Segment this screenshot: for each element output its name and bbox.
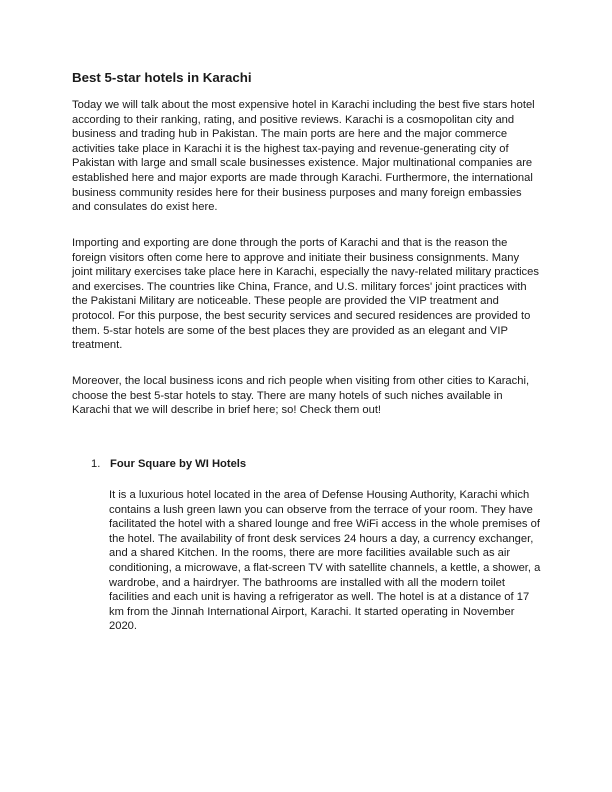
list-item-title: Four Square by WI Hotels — [110, 458, 247, 470]
intro-paragraph: Today we will talk about the most expensive hotel in Karachi including the best five stars hotel according to their ranking, rating, and positive reviews. Karachi is a cosmopolitan city and business and trading hub in Pakistan. The main ports are here and the major commerce activities take place in Karachi it is the highest tax-paying and revenue-generating city of Pakistan with large and small scale businesses existence. Major multinational companies are established here and major exports are made through Karachi. Furthermore, the international business community resides here for their business purposes and many foreign embassies and consulates do exist here. — [72, 99, 535, 214]
import-export-paragraph: Importing and exporting are done through the ports of Karachi and that is the reason the foreign visitors often come here to approve and initiate their business consignments. Many joint military exercises take place here in Karachi, especially the navy-related military practices and exercises. The countries like China, France, and U.S. military forces' joint practices with the Pakistani Military are noticeable. These people are provided the VIP treatment and protocol. For this purpose, the best security services and secured residences are provided to them. 5-star hotels are some of the best places they are provided as an elegant and VIP treatment. — [72, 237, 539, 352]
list-item-heading — [91, 457, 541, 472]
list-item-body: It is a luxurious hotel located in the area of Defense Housing Authority, Karachi which contains a lush green lawn you can observe from the terrace of your room. They have facilitated the hotel with a shared lounge and free WiFi access in the whole premises of the hotel. The availability of front desk services 24 hours a day, a currency exchanger, and a shared Kitchen. In the rooms, there are more facilities available such as air conditioning, a microwave, a flat-screen TV with satellite channels, a kettle, a shower, a wardrobe, and a hairdryer. The bathrooms are installed with all the modern toilet facilities and each unit is having a refrigerator as well. The hotel is at a distance of 17 km from the Jinnah International Airport, Karachi. It started operating in November 2020. — [109, 489, 541, 633]
closing-paragraph: Moreover, the local business icons and rich people when visiting from other cities to Karachi, choose the best 5-star hotels to stay. There are many hotels of such niches available in Karachi that we will describe in brief here; so! Check them out! — [72, 375, 530, 417]
page-title: Best 5-star hotels in Karachi — [72, 70, 252, 85]
list-item-number: 1. — [91, 458, 101, 470]
